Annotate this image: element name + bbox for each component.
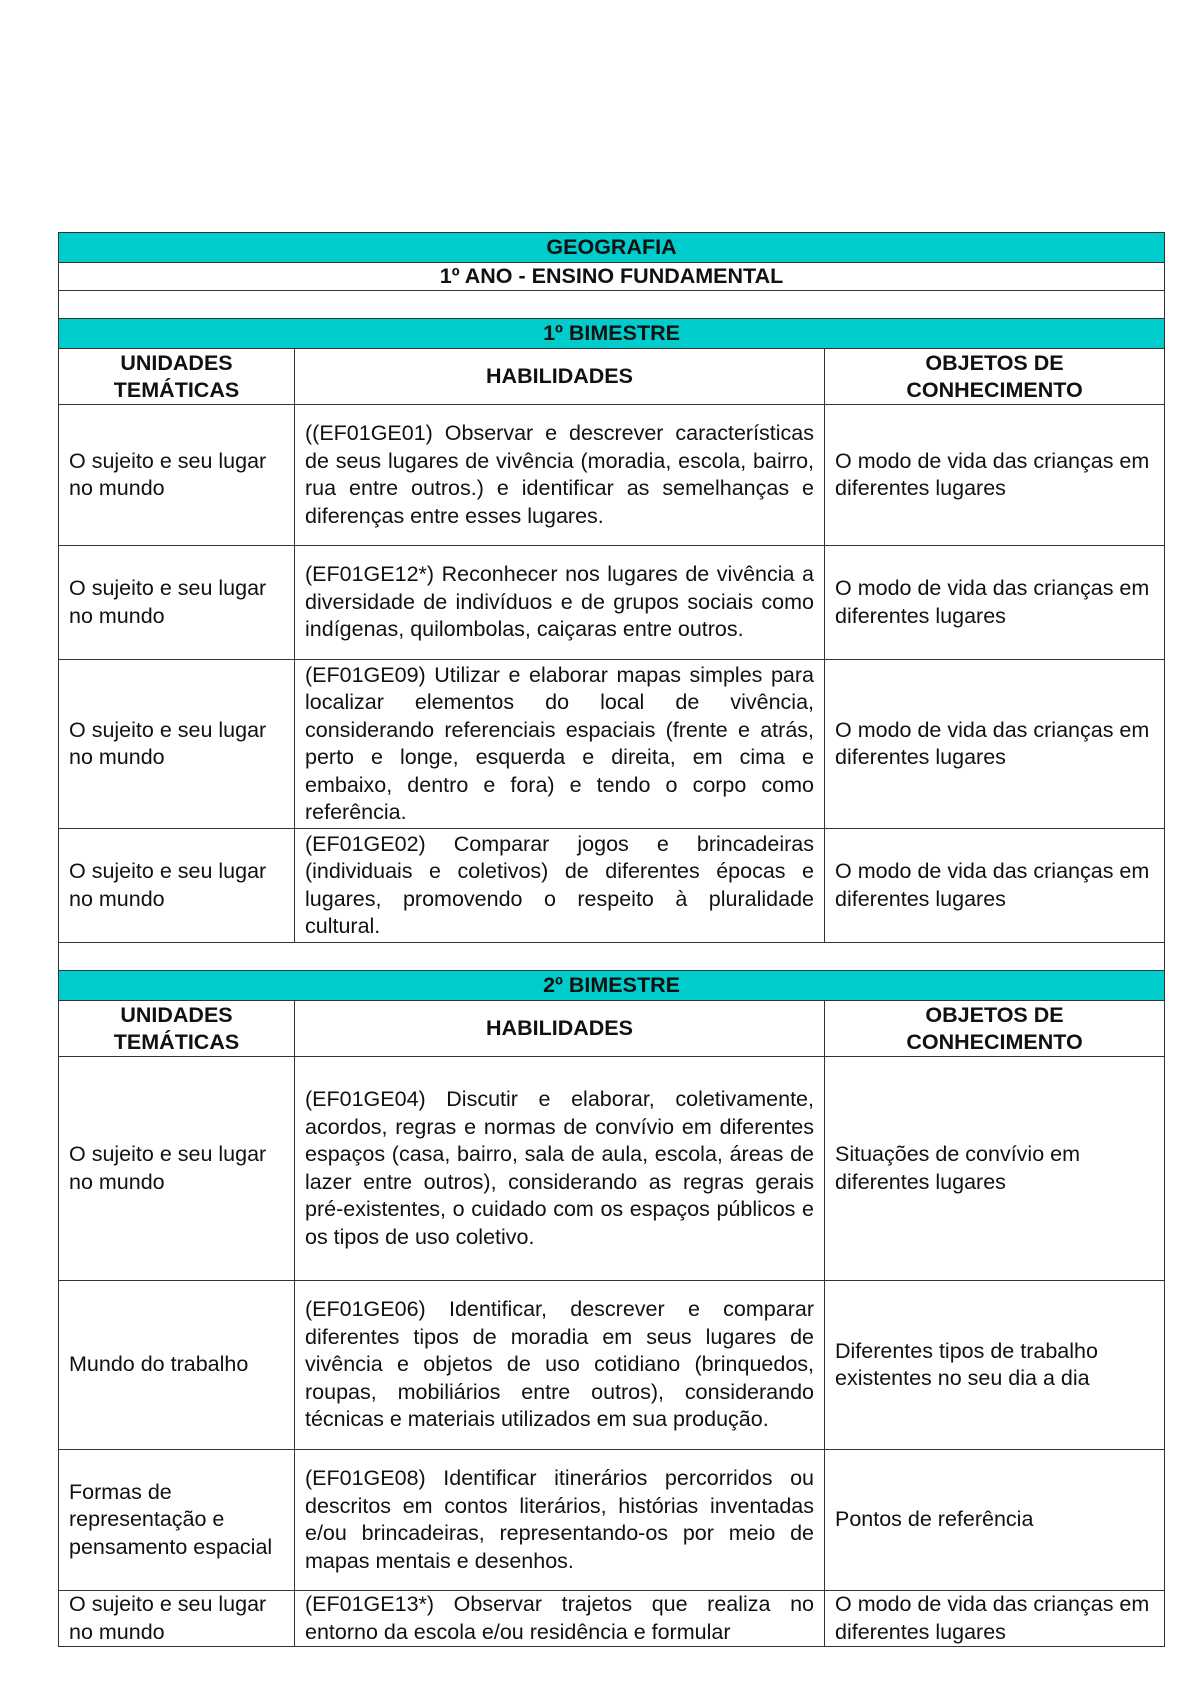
object-cell: Diferentes tipos de trabalho existentes no seu dia a dia [825, 1281, 1165, 1450]
table-row [59, 1591, 1165, 1647]
subtitle-row [59, 263, 1165, 291]
skill-cell: (EF01GE06) Identificar, descrever e comparar diferentes tipos de moradia em seus lugares de vivência e objetos de uso cotidiano (brinquedos, roupas, mobiliários entre outros), considerando técnicas e materiais utilizados em sua produção. [295, 1281, 825, 1450]
curriculum-table [58, 232, 1165, 1647]
skill-cell: (EF01GE09) Utilizar e elaborar mapas simples para localizar elementos do local de vivência, considerando referenciais espaciais (frente e atrás, perto e longe, esquerda e direita, em cima e embaixo, dentro e fora) e tendo o corpo como referência. [295, 660, 825, 829]
bimester-row [59, 319, 1165, 349]
skill-cell: (EF01GE12*) Reconhecer nos lugares de vivência a diversidade de indivíduos e de grupos sociais como indígenas, quilombolas, caiçaras entre outros. [295, 546, 825, 660]
header-skills: HABILIDADES [295, 349, 825, 405]
unit-cell: O sujeito e seu lugar no mundo [59, 1591, 295, 1647]
unit-cell: O sujeito e seu lugar no mundo [59, 1057, 295, 1281]
object-cell: O modo de vida das crianças em diferentes lugares [825, 1591, 1165, 1647]
table-row [59, 546, 1165, 660]
spacer-row [59, 943, 1165, 971]
table-row [59, 660, 1165, 829]
object-cell: Pontos de referência [825, 1450, 1165, 1591]
object-cell: O modo de vida das crianças em diferentes lugares [825, 405, 1165, 546]
header-objects: OBJETOS DE CONHECIMENTO [825, 349, 1165, 405]
table-row [59, 829, 1165, 943]
bimester-title: 1º BIMESTRE [59, 319, 1165, 349]
unit-cell: O sujeito e seu lugar no mundo [59, 405, 295, 546]
table-row [59, 1450, 1165, 1591]
skill-cell: (EF01GE02) Comparar jogos e brincadeiras (individuais e coletivos) de diferentes épocas e lugares, promovendo o respeito à pluralidade cultural. [295, 829, 825, 943]
table-row [59, 1281, 1165, 1450]
header-unit: UNIDADES TEMÁTICAS [59, 349, 295, 405]
table-row [59, 405, 1165, 546]
skill-cell: (EF01GE13*) Observar trajetos que realiza no entorno da escola e/ou residência e formular [295, 1591, 825, 1647]
title-row [59, 233, 1165, 263]
header-objects: OBJETOS DE CONHECIMENTO [825, 1001, 1165, 1057]
skill-cell: (EF01GE08) Identificar itinerários percorridos ou descritos em contos literários, histórias inventadas e/ou brincadeiras, representando-os por meio de mapas mentais e desenhos. [295, 1450, 825, 1591]
column-header-row [59, 349, 1165, 405]
skill-cell: ((EF01GE01) Observar e descrever características de seus lugares de vivência (moradia, escola, bairro, rua entre outros.) e identificar as semelhanças e diferenças entre esses lugares. [295, 405, 825, 546]
unit-cell: O sujeito e seu lugar no mundo [59, 660, 295, 829]
bimester-title: 2º BIMESTRE [59, 971, 1165, 1001]
grade-subtitle: 1º ANO - ENSINO FUNDAMENTAL [59, 263, 1165, 291]
bimester-row [59, 971, 1165, 1001]
header-unit: UNIDADES TEMÁTICAS [59, 1001, 295, 1057]
unit-cell: O sujeito e seu lugar no mundo [59, 546, 295, 660]
unit-cell: Formas de representação e pensamento espacial [59, 1450, 295, 1591]
object-cell: Situações de convívio em diferentes lugares [825, 1057, 1165, 1281]
object-cell: O modo de vida das crianças em diferentes lugares [825, 546, 1165, 660]
spacer-row [59, 291, 1165, 319]
column-header-row [59, 1001, 1165, 1057]
unit-cell: O sujeito e seu lugar no mundo [59, 829, 295, 943]
object-cell: O modo de vida das crianças em diferentes lugares [825, 829, 1165, 943]
object-cell: O modo de vida das crianças em diferentes lugares [825, 660, 1165, 829]
page-title: GEOGRAFIA [59, 233, 1165, 263]
unit-cell: Mundo do trabalho [59, 1281, 295, 1450]
table-row [59, 1057, 1165, 1281]
skill-cell: (EF01GE04) Discutir e elaborar, coletivamente, acordos, regras e normas de convívio em diferentes espaços (casa, bairro, sala de aula, escola, áreas de lazer entre outros), considerando as regras gerais pré-existentes, o cuidado com os espaços públicos e os tipos de uso coletivo. [295, 1057, 825, 1281]
header-skills: HABILIDADES [295, 1001, 825, 1057]
